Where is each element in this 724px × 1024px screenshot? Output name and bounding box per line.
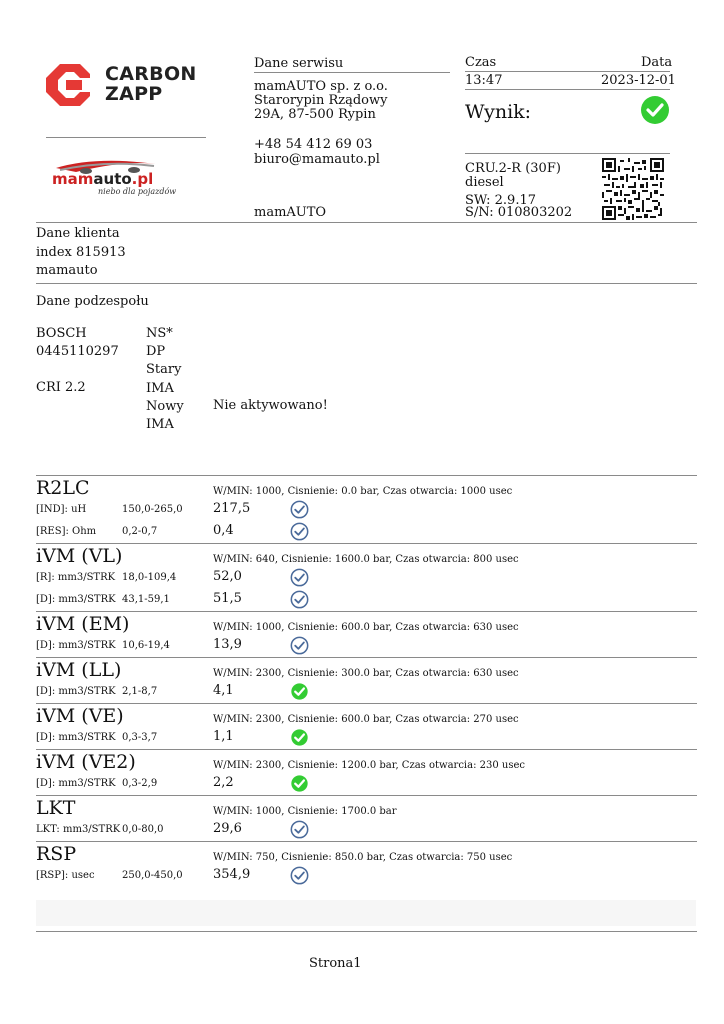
service-email: biuro@mamauto.pl — [254, 152, 380, 167]
test-name: iVM (VL) — [36, 545, 123, 567]
test-name: R2LC — [36, 477, 90, 499]
component-col2: NS* DP Stary IMA Nowy IMA — [146, 326, 184, 433]
service-heading: Dane serwisu — [254, 56, 344, 71]
test-name: iVM (LL) — [36, 659, 122, 681]
client-name: mamauto — [36, 263, 98, 278]
section-divider — [36, 543, 697, 544]
date-value: 2023-12-01 — [601, 73, 676, 88]
device-sw: SW: 2.9.17 — [465, 193, 536, 208]
time-value: 13:47 — [465, 73, 503, 88]
section-divider — [36, 841, 697, 842]
test-params: W/MIN: 750, Cisnienie: 850.0 bar, Czas otwarcia: 750 usec — [213, 852, 513, 863]
result-value: 2,2 — [213, 775, 234, 790]
blank-row — [36, 900, 696, 926]
service-phone: +48 54 412 69 03 — [254, 137, 373, 152]
test-params: W/MIN: 640, Cisnienie: 1600.0 bar, Czas otwarcia: 800 usec — [213, 554, 519, 565]
test-params: W/MIN: 1000, Cisnienie: 1700.0 bar — [213, 806, 397, 817]
test-name: iVM (EM) — [36, 613, 130, 635]
result-label: [D]: mm3/STRK — [36, 594, 116, 605]
result-value: 52,0 — [213, 569, 242, 584]
result-range: 250,0-450,0 — [122, 870, 183, 881]
result-label: [RES]: Ohm — [36, 526, 97, 537]
result-value: 0,4 — [213, 523, 234, 538]
section-divider — [36, 657, 697, 658]
device-fuel: diesel — [465, 175, 504, 190]
result-label: [D]: mm3/STRK — [36, 640, 116, 651]
section-divider — [36, 611, 697, 612]
time-label: Czas — [465, 55, 497, 70]
result-range: 0,3-2,9 — [122, 778, 158, 789]
client-index: index 815913 — [36, 245, 126, 260]
check-circle-green-icon — [290, 682, 309, 701]
test-name: iVM (VE2) — [36, 751, 136, 773]
result-label: [R]: mm3/STRK — [36, 572, 116, 583]
result-range: 2,1-8,7 — [122, 686, 158, 697]
check-circle-outline-icon — [290, 522, 309, 541]
result-label: [RSP]: usec — [36, 870, 95, 881]
result-label: [D]: mm3/STRK — [36, 732, 116, 743]
component-heading: Dane podzespołu — [36, 294, 149, 309]
test-params: W/MIN: 2300, Cisnienie: 300.0 bar, Czas otwarcia: 630 usec — [213, 668, 519, 679]
client-heading: Dane klienta — [36, 226, 120, 241]
result-range: 10,6-19,4 — [122, 640, 170, 651]
result-label: LKT: mm3/STRK — [36, 824, 121, 835]
device-model: CRU.2-R (30F) — [465, 161, 561, 176]
check-circle-outline-icon — [290, 866, 309, 885]
component-type: CRI 2.2 — [36, 380, 86, 396]
check-circle-outline-icon — [290, 500, 309, 519]
brand-name: CARBON ZAPP — [105, 63, 197, 105]
test-name: iVM (VE) — [36, 705, 124, 727]
mamauto-logo: mamauto.pl niebo dla pojazdów — [46, 156, 196, 200]
result-value: 217,5 — [213, 501, 251, 516]
check-circle-outline-icon — [290, 820, 309, 839]
check-circle-outline-icon — [290, 636, 309, 655]
result-range: 0,3-3,7 — [122, 732, 158, 743]
page-number: Strona1 — [309, 956, 362, 971]
section-divider — [36, 703, 697, 704]
result-value: 29,6 — [213, 821, 242, 836]
component-maker: BOSCH — [36, 326, 87, 341]
check-circle-green-icon — [290, 774, 309, 793]
result-label: Wynik: — [465, 101, 532, 123]
service-city: 29A, 87-500 Rypin — [254, 107, 376, 122]
test-name: RSP — [36, 843, 77, 865]
section-divider — [36, 749, 697, 750]
result-range: 18,0-109,4 — [122, 572, 177, 583]
result-range: 150,0-265,0 — [122, 504, 183, 515]
result-label: [D]: mm3/STRK — [36, 778, 116, 789]
result-range: 0,2-0,7 — [122, 526, 158, 537]
result-label: [D]: mm3/STRK — [36, 686, 116, 697]
result-value: 1,1 — [213, 729, 234, 744]
test-params: W/MIN: 2300, Cisnienie: 600.0 bar, Czas otwarcia: 270 usec — [213, 714, 519, 725]
result-value: 13,9 — [213, 637, 242, 652]
test-name: LKT — [36, 797, 76, 819]
result-range: 43,1-59,1 — [122, 594, 170, 605]
result-value: 354,9 — [213, 867, 251, 882]
check-circle-green-icon — [290, 728, 309, 747]
result-label: [IND]: uH — [36, 504, 87, 515]
test-params: W/MIN: 1000, Cisnienie: 600.0 bar, Czas otwarcia: 630 usec — [213, 622, 519, 633]
check-circle-outline-icon — [290, 568, 309, 587]
service-company: mamAUTO sp. z o.o. — [254, 79, 388, 94]
date-label: Data — [641, 55, 673, 70]
section-divider — [36, 475, 697, 476]
component-note: Nie aktywowano! — [213, 398, 328, 413]
device-sn: S/N: 010803202 — [465, 205, 573, 220]
result-value: 4,1 — [213, 683, 234, 698]
service-name: mamAUTO — [254, 205, 327, 220]
test-params: W/MIN: 1000, Cisnienie: 0.0 bar, Czas otwarcia: 1000 usec — [213, 486, 513, 497]
result-value: 51,5 — [213, 591, 242, 606]
section-divider — [36, 795, 697, 796]
result-range: 0,0-80,0 — [122, 824, 164, 835]
test-params: W/MIN: 2300, Cisnienie: 1200.0 bar, Czas otwarcia: 230 usec — [213, 760, 525, 771]
component-number: 0445110297 — [36, 344, 119, 360]
check-circle-outline-icon — [290, 590, 309, 609]
service-street: Starorypin Rządowy — [254, 93, 388, 108]
